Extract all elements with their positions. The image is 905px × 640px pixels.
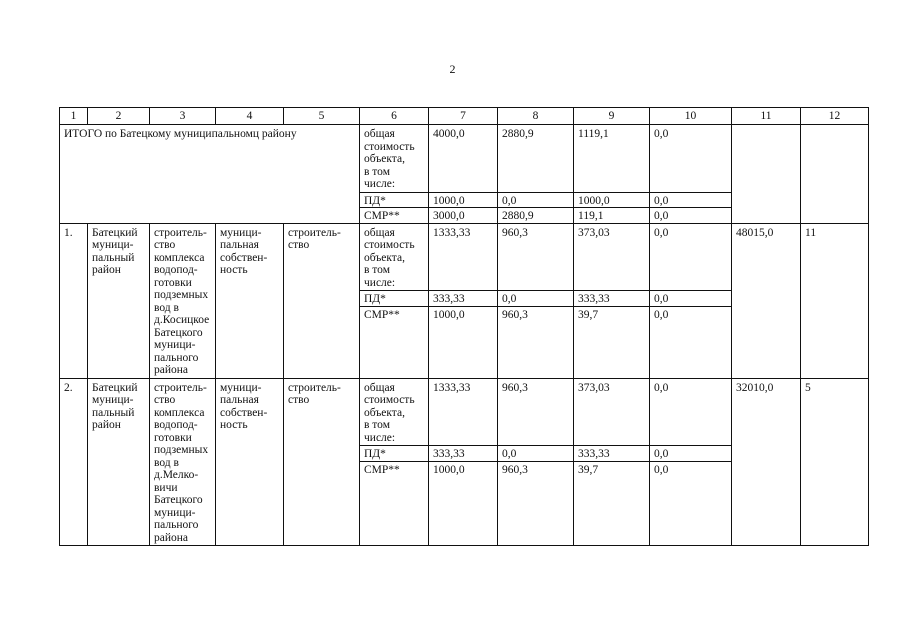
value-cell: 39,7 bbox=[574, 461, 650, 546]
row-number: 1. bbox=[60, 223, 88, 378]
value-cell: 1333,33 bbox=[429, 223, 498, 291]
value-cell: 48015,0 bbox=[732, 223, 801, 378]
cost-type-cell: СМР** bbox=[360, 461, 429, 546]
column-header: 8 bbox=[498, 108, 574, 125]
column-header: 10 bbox=[650, 108, 732, 125]
column-header: 6 bbox=[360, 108, 429, 125]
column-header: 3 bbox=[150, 108, 216, 125]
value-cell: 4000,0 bbox=[429, 125, 498, 193]
value-cell: 0,0 bbox=[650, 192, 732, 208]
value-cell: 0,0 bbox=[498, 192, 574, 208]
cost-type-cell: ПД* bbox=[360, 446, 429, 462]
cost-type-cell: общая стоимость объекта, в том числе: bbox=[360, 223, 429, 291]
work-type-cell: строитель- ство bbox=[284, 223, 360, 378]
value-cell: 2880,9 bbox=[498, 208, 574, 224]
column-header: 12 bbox=[801, 108, 869, 125]
value-cell: 960,3 bbox=[498, 223, 574, 291]
object-row bbox=[60, 378, 869, 446]
value-cell: 333,33 bbox=[429, 446, 498, 462]
column-header: 2 bbox=[88, 108, 150, 125]
value-cell: 1000,0 bbox=[429, 306, 498, 378]
value-cell: 0,0 bbox=[650, 223, 732, 291]
value-cell: 333,33 bbox=[429, 291, 498, 307]
value-cell: 1333,33 bbox=[429, 378, 498, 446]
value-cell: 333,33 bbox=[574, 446, 650, 462]
value-cell: 0,0 bbox=[650, 125, 732, 193]
empty-cell bbox=[801, 125, 869, 224]
value-cell: 5 bbox=[801, 378, 869, 546]
value-cell: 39,7 bbox=[574, 306, 650, 378]
value-cell: 373,03 bbox=[574, 378, 650, 446]
value-cell: 0,0 bbox=[498, 446, 574, 462]
value-cell: 1119,1 bbox=[574, 125, 650, 193]
value-cell: 1000,0 bbox=[574, 192, 650, 208]
page-number: 2 bbox=[449, 62, 456, 76]
column-header: 1 bbox=[60, 108, 88, 125]
row-number: 2. bbox=[60, 378, 88, 546]
ownership-cell: муници- пальная собствен- ность bbox=[216, 223, 284, 378]
value-cell: 0,0 bbox=[650, 208, 732, 224]
value-cell: 1000,0 bbox=[429, 192, 498, 208]
value-cell: 11 bbox=[801, 223, 869, 378]
ownership-cell: муници- пальная собствен- ность bbox=[216, 378, 284, 546]
district-cell: Батецкий муници- пальный район bbox=[88, 223, 150, 378]
value-cell: 2880,9 bbox=[498, 125, 574, 193]
value-cell: 0,0 bbox=[650, 306, 732, 378]
cost-type-cell: ПД* bbox=[360, 291, 429, 307]
column-header: 9 bbox=[574, 108, 650, 125]
column-header: 4 bbox=[216, 108, 284, 125]
total-row bbox=[60, 125, 869, 193]
district-cell: Батецкий муници- пальный район bbox=[88, 378, 150, 546]
work-type-cell: строитель- ство bbox=[284, 378, 360, 546]
object-row bbox=[60, 223, 869, 291]
value-cell: 960,3 bbox=[498, 378, 574, 446]
value-cell: 32010,0 bbox=[732, 378, 801, 546]
empty-cell bbox=[732, 125, 801, 224]
value-cell: 119,1 bbox=[574, 208, 650, 224]
value-cell: 373,03 bbox=[574, 223, 650, 291]
cost-type-cell: общая стоимость объекта, в том числе: bbox=[360, 378, 429, 446]
value-cell: 0,0 bbox=[650, 291, 732, 307]
cost-type-cell: СМР** bbox=[360, 306, 429, 378]
value-cell: 960,3 bbox=[498, 306, 574, 378]
investment-table bbox=[59, 107, 869, 546]
value-cell: 0,0 bbox=[650, 378, 732, 446]
object-name-cell: строитель- ство комплекса водопод- готовки подземных вод в д.Мелко- вичи Батецкого муници- пального района bbox=[150, 378, 216, 546]
value-cell: 1000,0 bbox=[429, 461, 498, 546]
cost-type-cell: ПД* bbox=[360, 192, 429, 208]
column-number-row bbox=[60, 108, 869, 125]
value-cell: 960,3 bbox=[498, 461, 574, 546]
object-name-cell: строитель- ство комплекса водопод- готовки подземных вод в д.Косицкое Батецкого муници- пального района bbox=[150, 223, 216, 378]
total-label: ИТОГО по Батецкому муниципальномц району bbox=[60, 125, 360, 224]
column-header: 11 bbox=[732, 108, 801, 125]
value-cell: 333,33 bbox=[574, 291, 650, 307]
value-cell: 0,0 bbox=[498, 291, 574, 307]
column-header: 5 bbox=[284, 108, 360, 125]
value-cell: 0,0 bbox=[650, 446, 732, 462]
value-cell: 0,0 bbox=[650, 461, 732, 546]
column-header: 7 bbox=[429, 108, 498, 125]
cost-type-cell: СМР** bbox=[360, 208, 429, 224]
cost-type-cell: общая стоимость объекта, в том числе: bbox=[360, 125, 429, 193]
value-cell: 3000,0 bbox=[429, 208, 498, 224]
